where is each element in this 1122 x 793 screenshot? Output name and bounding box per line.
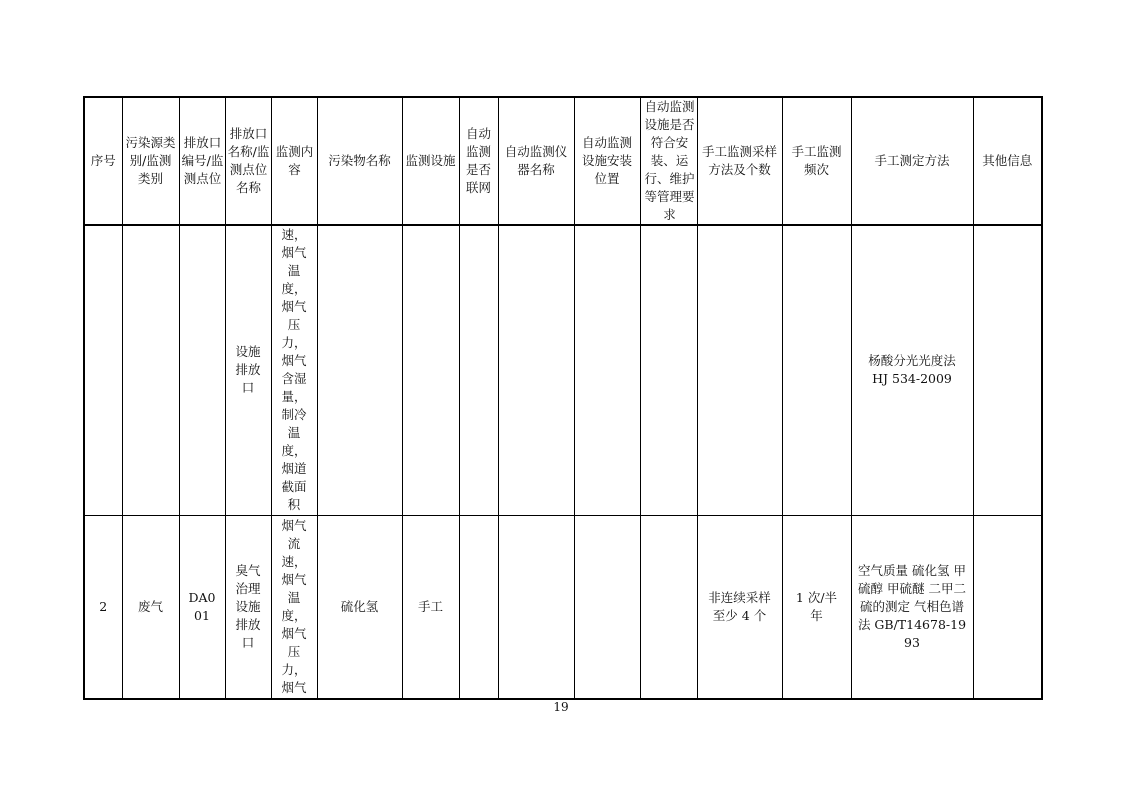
cell-auto-location — [574, 225, 640, 515]
cell-auto-location — [574, 515, 640, 699]
cell-pollutant — [317, 225, 402, 515]
cell-category — [122, 225, 179, 515]
col-header-facility: 监测设施 — [402, 97, 459, 225]
col-header-manual-frequency: 手工监测频次 — [782, 97, 851, 225]
table-row — [84, 515, 1042, 699]
cell-content: 烟气流速，烟气温度，烟气压力，烟气 — [271, 515, 317, 699]
col-header-pollutant: 污染物名称 — [317, 97, 402, 225]
cell-auto-networked — [459, 225, 498, 515]
cell-auto-instrument — [498, 225, 574, 515]
cell-manual-frequency — [782, 225, 851, 515]
cell-outlet-code — [179, 225, 225, 515]
page-number: 19 — [553, 700, 569, 714]
monitoring-table — [83, 96, 1043, 700]
cell-auto-networked — [459, 515, 498, 699]
col-header-manual-sampling: 手工监测采样方法及个数 — [697, 97, 782, 225]
col-header-auto-location: 自动监测设施安装位置 — [574, 97, 640, 225]
cell-auto-compliance — [640, 225, 697, 515]
cell-pollutant: 硫化氢 — [317, 515, 402, 699]
col-header-auto-compliance: 自动监测设施是否符合安装、运行、维护等管理要求 — [640, 97, 697, 225]
col-header-content: 监测内容 — [271, 97, 317, 225]
cell-other — [973, 225, 1042, 515]
col-header-other: 其他信息 — [973, 97, 1042, 225]
cell-outlet-name: 设施排放口 — [225, 225, 271, 515]
cell-facility: 手工 — [402, 515, 459, 699]
col-header-outlet-name: 排放口名称/监测点位名称 — [225, 97, 271, 225]
cell-seq — [84, 225, 122, 515]
cell-manual-sampling: 非连续采样 至少 4 个 — [697, 515, 782, 699]
cell-manual-method: 杨酸分光光度法 HJ 534-2009 — [851, 225, 973, 515]
table-row — [84, 225, 1042, 515]
cell-auto-compliance — [640, 515, 697, 699]
cell-facility — [402, 225, 459, 515]
cell-manual-sampling — [697, 225, 782, 515]
col-header-seq: 序号 — [84, 97, 122, 225]
col-header-outlet-code: 排放口编号/监测点位 — [179, 97, 225, 225]
table-header-row — [84, 97, 1042, 225]
cell-outlet-code: DA001 — [179, 515, 225, 699]
col-header-auto-instrument: 自动监测仪器名称 — [498, 97, 574, 225]
cell-manual-method: 空气质量 硫化氢 甲硫醇 甲硫醚 二甲二硫的测定 气相色谱法 GB/T14678-1993 — [851, 515, 973, 699]
col-header-manual-method: 手工测定方法 — [851, 97, 973, 225]
cell-category: 废气 — [122, 515, 179, 699]
col-header-auto-networked: 自动监测是否联网 — [459, 97, 498, 225]
cell-other — [973, 515, 1042, 699]
cell-auto-instrument — [498, 515, 574, 699]
col-header-category: 污染源类别/监测类别 — [122, 97, 179, 225]
cell-manual-frequency: 1 次/半年 — [782, 515, 851, 699]
cell-content: 速，烟气温度，烟气压力，烟气含湿量，制冷温度，烟道截面积 — [271, 225, 317, 515]
cell-outlet-name: 臭气治理设施排放口 — [225, 515, 271, 699]
cell-seq: 2 — [84, 515, 122, 699]
